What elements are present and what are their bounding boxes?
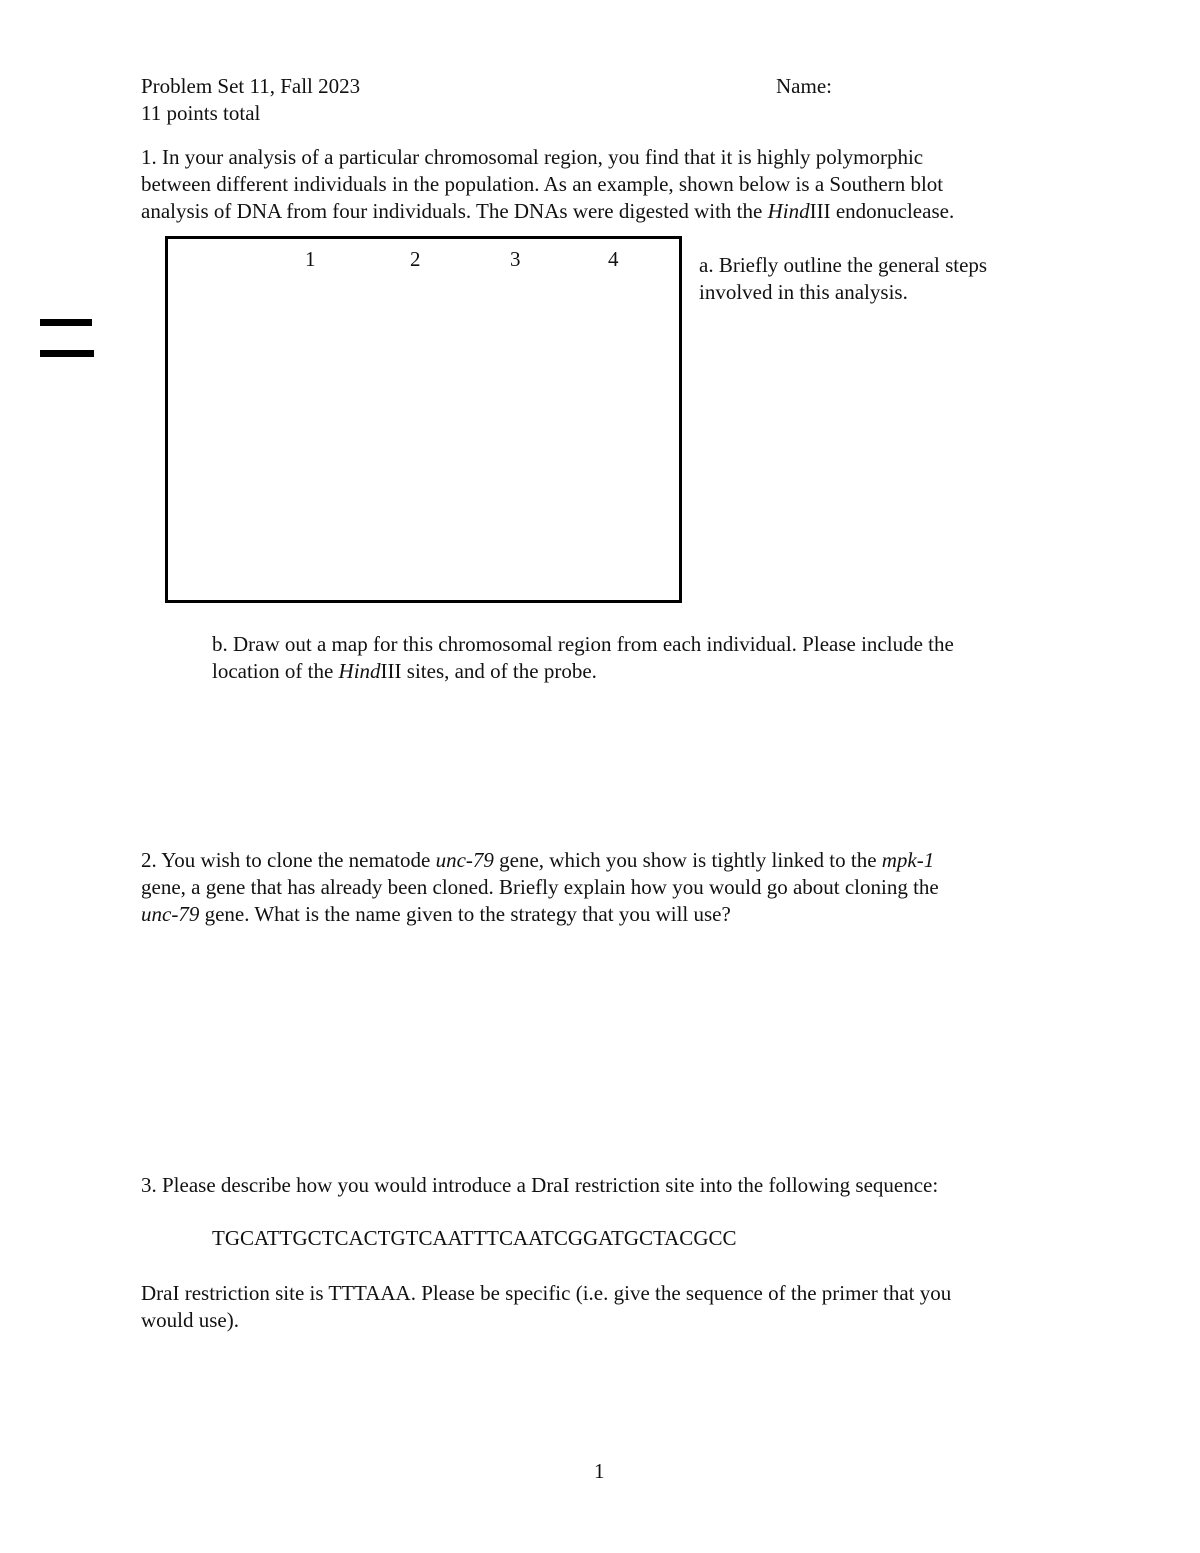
- q3-line-3: would use).: [141, 1308, 239, 1332]
- enzyme-name: Hind: [767, 199, 810, 223]
- q2-line-3: unc-79 gene. What is the name given to the strategy that you will use?: [141, 902, 731, 926]
- q1-part-a-line-1: a. Briefly outline the general steps: [699, 253, 988, 277]
- q3-line-1: 3. Please describe how you would introduce a DraI restriction site into the following sequence:: [141, 1173, 939, 1197]
- lane-label-1: 1: [305, 247, 316, 271]
- gene-name: unc-79: [141, 902, 200, 926]
- lane-label-4: 4: [608, 247, 619, 271]
- problem-set-title: Problem Set 11, Fall 2023: [141, 74, 361, 98]
- blot-band-mark: [40, 350, 94, 357]
- gene-name: unc-79: [435, 848, 494, 872]
- name-label: Name:: [776, 74, 832, 98]
- enzyme-name: Hind: [338, 659, 381, 683]
- q2-line-2: gene, a gene that has already been cloned. Briefly explain how you would go about cloning the: [141, 875, 939, 899]
- q1-line-3: analysis of DNA from four individuals. The DNAs were digested with the HindIII endonuclease.: [141, 199, 955, 223]
- lane-label-2: 2: [410, 247, 421, 271]
- points-total: 11 points total: [141, 101, 261, 125]
- southern-blot-box: [165, 236, 682, 603]
- q1-part-b-line-2: location of the HindIII sites, and of the probe.: [212, 659, 597, 683]
- q1-part-b-line-1: b. Draw out a map for this chromosomal region from each individual. Please include the: [212, 632, 954, 656]
- dna-sequence: TGCATTGCTCACTGTCAATTTCAATCGGATGCTACGCC: [212, 1226, 737, 1250]
- blot-band-mark: [40, 319, 92, 326]
- q2-line-1: 2. You wish to clone the nematode unc-79 gene, which you show is tightly linked to the mpk-1: [141, 848, 935, 872]
- lane-label-3: 3: [510, 247, 521, 271]
- q1-line-2: between different individuals in the population. As an example, shown below is a Southern blot: [141, 172, 944, 196]
- q1-part-a-line-2: involved in this analysis.: [699, 280, 908, 304]
- q3-line-2: DraI restriction site is TTTAAA. Please be specific (i.e. give the sequence of the primer that you: [141, 1281, 952, 1305]
- gene-name: mpk-1: [881, 848, 935, 872]
- page-number: 1: [594, 1459, 605, 1483]
- q1-line-1: 1. In your analysis of a particular chromosomal region, you find that it is highly polymorphic: [141, 145, 924, 169]
